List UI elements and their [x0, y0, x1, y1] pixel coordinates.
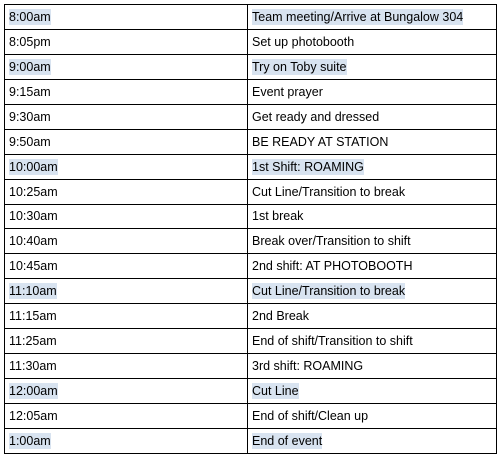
table-row: [5, 304, 497, 329]
time-text: 10:25am: [9, 184, 58, 199]
time-cell[interactable]: [5, 229, 248, 254]
time-cell[interactable]: [5, 304, 248, 329]
time-cell[interactable]: [5, 254, 248, 279]
table-row: [5, 179, 497, 204]
time-cell[interactable]: [5, 404, 248, 429]
event-cell[interactable]: [248, 428, 497, 453]
event-cell[interactable]: [248, 254, 497, 279]
table-row: [5, 279, 497, 304]
table-row: [5, 104, 497, 129]
event-text: Set up photobooth: [252, 34, 355, 49]
event-cell[interactable]: [248, 329, 497, 354]
event-text: Break over/Transition to shift: [252, 234, 411, 249]
table-row: [5, 29, 497, 54]
event-cell[interactable]: [248, 154, 497, 179]
table-row: [5, 428, 497, 453]
time-text: 10:45am: [9, 259, 58, 274]
time-cell[interactable]: [5, 329, 248, 354]
event-cell[interactable]: [248, 5, 497, 30]
event-text: End of shift/Transition to shift: [252, 334, 413, 349]
time-text: 11:30am: [9, 359, 57, 374]
event-text: Team meeting/Arrive at Bungalow 304: [252, 9, 464, 24]
table-row: [5, 229, 497, 254]
event-text: End of shift/Clean up: [252, 408, 369, 423]
time-text: 12:00am: [9, 384, 58, 399]
time-text: 12:05am: [9, 408, 58, 423]
time-text: 9:15am: [9, 84, 51, 99]
event-text: 1st break: [252, 209, 304, 224]
time-cell[interactable]: [5, 179, 248, 204]
event-text: 2nd Break: [252, 309, 309, 324]
time-cell[interactable]: [5, 154, 248, 179]
time-text: 10:40am: [9, 234, 58, 249]
event-cell[interactable]: [248, 354, 497, 379]
time-cell[interactable]: [5, 279, 248, 304]
time-text: 11:25am: [9, 334, 57, 349]
time-text: 10:30am: [9, 209, 58, 224]
time-cell[interactable]: [5, 29, 248, 54]
time-cell[interactable]: [5, 204, 248, 229]
event-cell[interactable]: [248, 404, 497, 429]
event-text: End of event: [252, 433, 323, 448]
time-text: 9:50am: [9, 134, 51, 149]
event-text: BE READY AT STATION: [252, 134, 389, 149]
event-text: Cut Line/Transition to break: [252, 184, 406, 199]
event-text: Event prayer: [252, 84, 323, 99]
time-cell[interactable]: [5, 428, 248, 453]
event-text: Cut Line: [252, 384, 299, 399]
time-text: 1:00am: [9, 433, 51, 448]
time-cell[interactable]: [5, 129, 248, 154]
time-text: 9:00am: [9, 59, 51, 74]
time-text: 8:05pm: [9, 34, 51, 49]
event-cell[interactable]: [248, 279, 497, 304]
time-text: 9:30am: [9, 109, 51, 124]
event-cell[interactable]: [248, 54, 497, 79]
event-cell[interactable]: [248, 29, 497, 54]
time-cell[interactable]: [5, 354, 248, 379]
event-text: 1st Shift: ROAMING: [252, 159, 364, 174]
table-row: [5, 329, 497, 354]
time-cell[interactable]: [5, 104, 248, 129]
schedule-table: [4, 4, 497, 454]
event-cell[interactable]: [248, 179, 497, 204]
time-cell[interactable]: [5, 379, 248, 404]
time-cell[interactable]: [5, 5, 248, 30]
time-text: 11:10am: [9, 284, 57, 299]
time-text: 8:00am: [9, 9, 51, 24]
event-text: 3rd shift: ROAMING: [252, 359, 364, 374]
time-cell[interactable]: [5, 54, 248, 79]
time-text: 10:00am: [9, 159, 58, 174]
table-row: [5, 5, 497, 30]
table-row: [5, 129, 497, 154]
event-text: Cut Line/Transition to break: [252, 284, 406, 299]
event-cell[interactable]: [248, 104, 497, 129]
event-cell[interactable]: [248, 204, 497, 229]
table-row: [5, 354, 497, 379]
table-row: [5, 79, 497, 104]
time-text: 11:15am: [9, 309, 57, 324]
event-text: 2nd shift: AT PHOTOBOOTH: [252, 259, 413, 274]
event-text: Try on Toby suite: [252, 59, 347, 74]
table-row: [5, 404, 497, 429]
event-text: Get ready and dressed: [252, 109, 380, 124]
table-row: [5, 54, 497, 79]
event-cell[interactable]: [248, 79, 497, 104]
event-cell[interactable]: [248, 229, 497, 254]
schedule-body: [5, 5, 497, 454]
table-row: [5, 154, 497, 179]
event-cell[interactable]: [248, 129, 497, 154]
event-cell[interactable]: [248, 379, 497, 404]
table-row: [5, 254, 497, 279]
table-row: [5, 204, 497, 229]
table-row: [5, 379, 497, 404]
event-cell[interactable]: [248, 304, 497, 329]
time-cell[interactable]: [5, 79, 248, 104]
